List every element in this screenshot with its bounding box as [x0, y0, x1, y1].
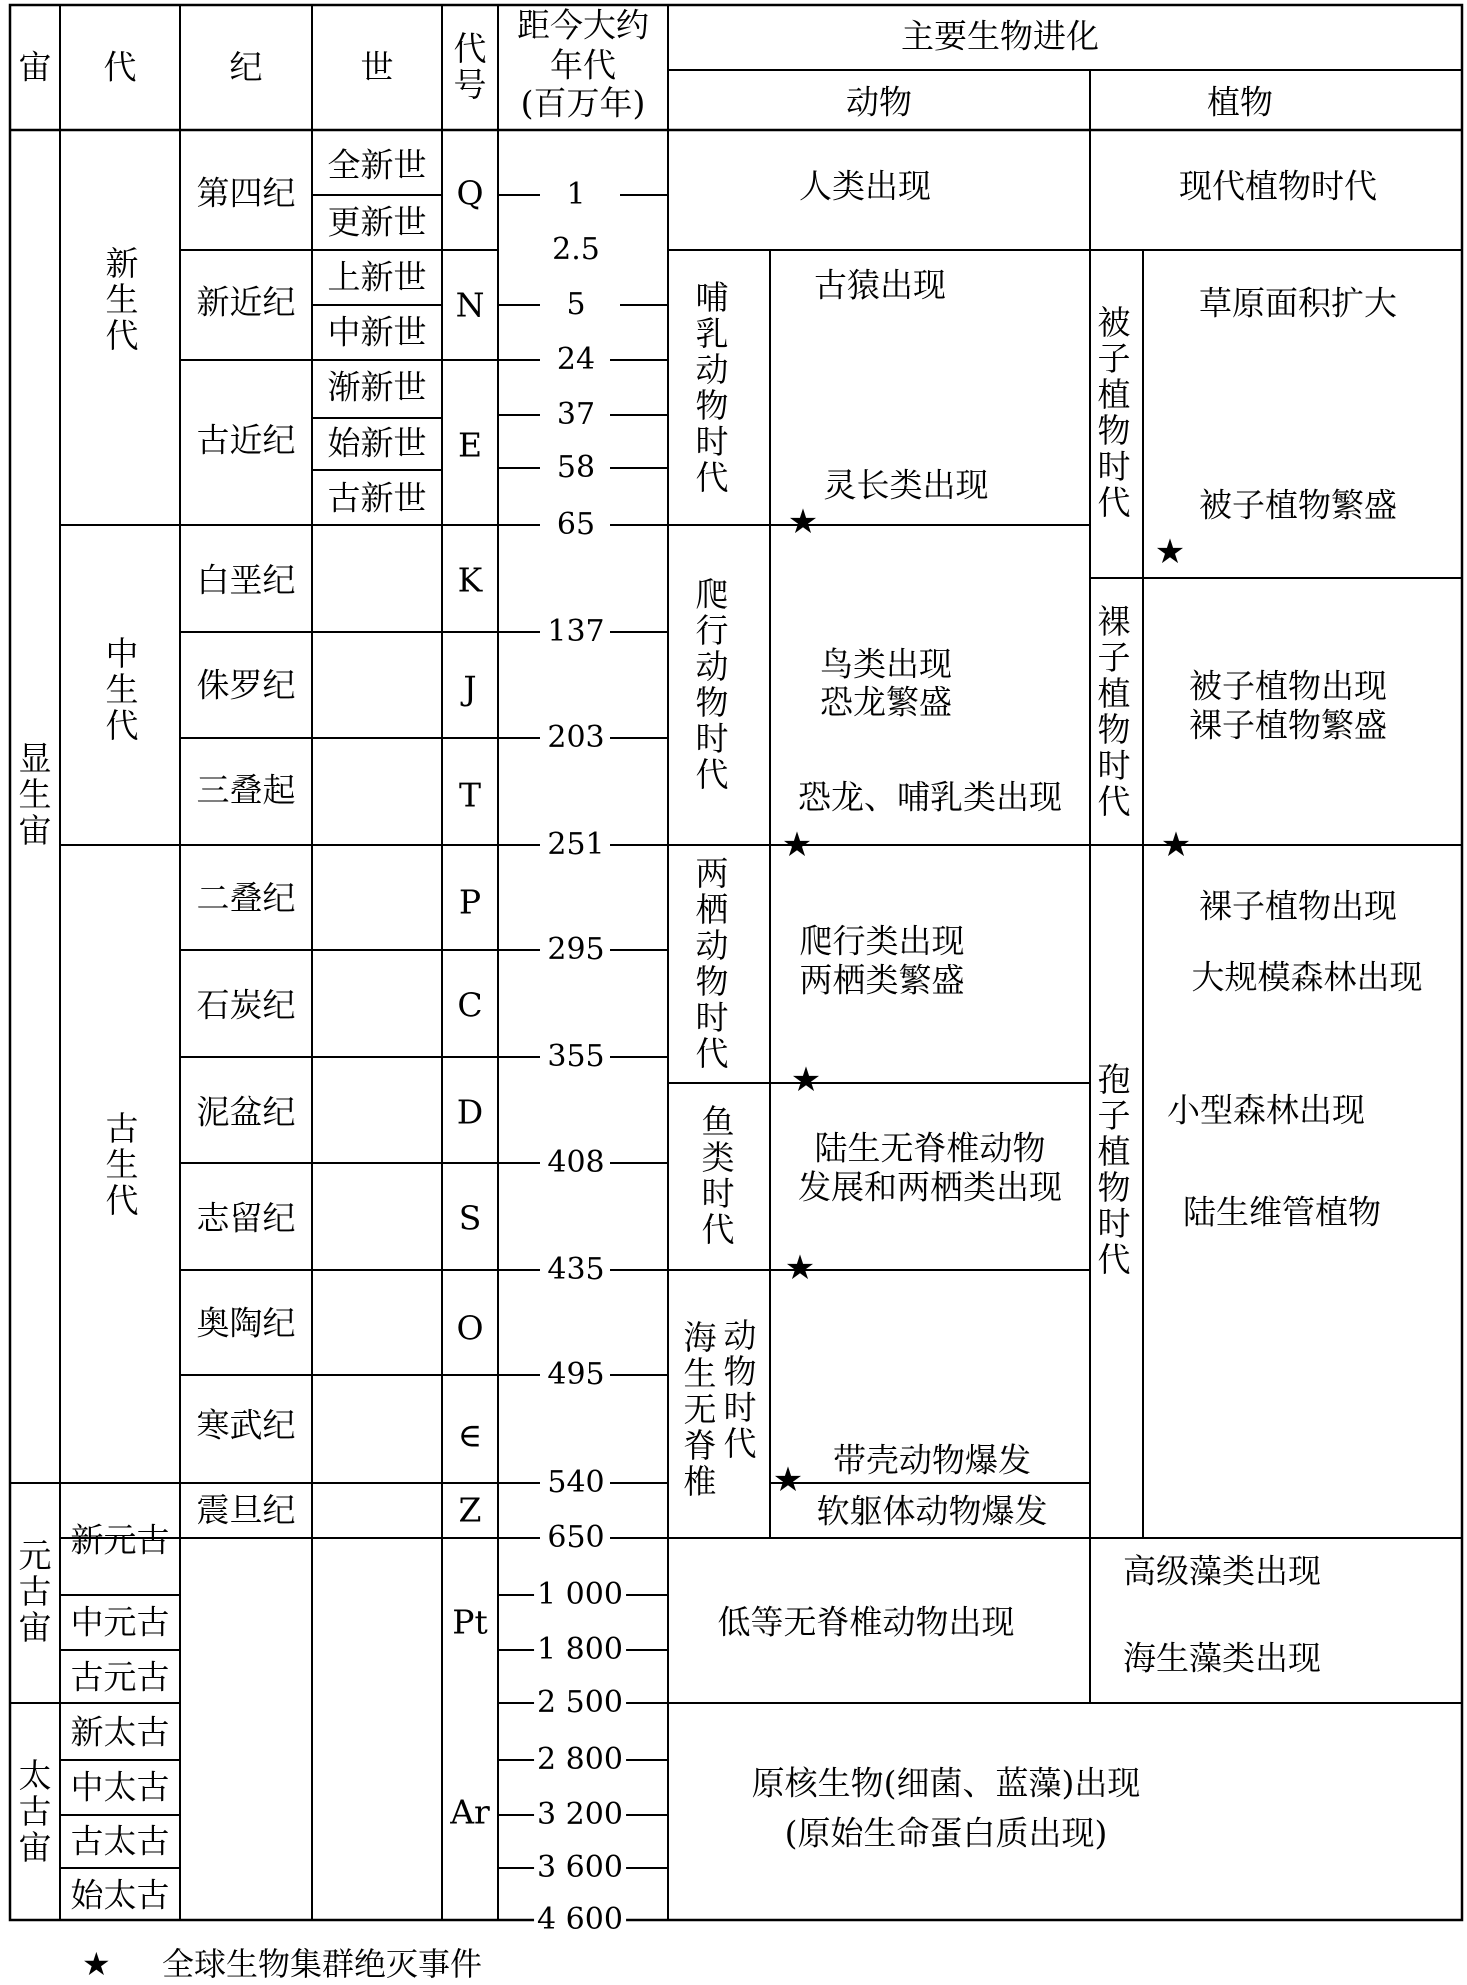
age-1800: 1 800 [534, 1635, 626, 1665]
extinction-star-icon: ★ [781, 825, 813, 865]
animal-event-land-invert-1: 陆生无脊椎动物 [814, 1128, 1046, 1168]
header-period: 纪 [229, 47, 263, 87]
animal-event-primate: 灵长类出现 [823, 465, 989, 505]
animal-age-marine-invert-b: 动物时代 [723, 1316, 757, 1463]
era-eoarchean: 始太古 [70, 1875, 170, 1915]
animal-event-reptile-appear: 爬行类出现 [799, 921, 965, 961]
animal-event-low-invert: 低等无脊椎动物出现 [717, 1602, 1015, 1642]
plant-age-spore: 孢子植物时代 [1097, 1060, 1131, 1279]
period-neogene: 新近纪 [196, 282, 296, 322]
period-triassic: 三叠起 [196, 770, 296, 810]
age-650: 650 [544, 1523, 607, 1553]
animal-event-ape: 古猿出现 [814, 265, 946, 305]
code-Z: Z [458, 1490, 482, 1530]
era-mesoarchean: 中太古 [70, 1767, 170, 1807]
age-355: 355 [544, 1042, 607, 1072]
plant-event-angio-flourish: 被子植物繁盛 [1199, 485, 1397, 525]
epoch-miocene: 中新世 [327, 312, 427, 352]
age-5: 5 [563, 290, 588, 320]
code-K: K [457, 560, 483, 600]
header-animals: 动物 [846, 82, 912, 122]
age-203: 203 [544, 723, 607, 753]
plant-event-higher-algae: 高级藻类出现 [1123, 1551, 1321, 1591]
plant-event-grassland: 草原面积扩大 [1199, 283, 1397, 323]
period-sinian: 震旦纪 [196, 1490, 296, 1530]
code-N: N [455, 285, 485, 325]
header-age-line2: 年代 [550, 45, 616, 85]
period-quaternary: 第四纪 [196, 173, 296, 213]
age-37: 37 [554, 400, 598, 430]
code-E: E [457, 425, 483, 465]
code-J: J [463, 668, 477, 708]
period-silurian: 志留纪 [196, 1198, 296, 1238]
plant-event-small-forest: 小型森林出现 [1167, 1090, 1365, 1130]
animal-age-reptile: 爬行动物时代 [695, 575, 729, 794]
extinction-star-icon: ★ [790, 1060, 822, 1100]
era-cenozoic: 新生代 [105, 244, 139, 355]
extinction-star-icon: ★ [784, 1248, 816, 1288]
code-T: T [458, 775, 482, 815]
header-evolution: 主要生物进化 [901, 16, 1099, 56]
header-era: 代 [103, 47, 137, 87]
header-epoch: 世 [360, 47, 394, 87]
age-3200: 3 200 [534, 1800, 626, 1830]
animal-age-mammal: 哺乳动物时代 [695, 278, 729, 497]
legend-text: 全球生物集群绝灭事件 [162, 1945, 483, 1983]
age-2500: 2 500 [534, 1688, 626, 1718]
age-1: 1 [563, 180, 588, 210]
era-mesoproterozoic: 中元古 [70, 1602, 170, 1642]
epoch-pleistocene: 更新世 [327, 202, 427, 242]
plant-event-marine-algae: 海生藻类出现 [1123, 1638, 1321, 1678]
age-1000: 1 000 [534, 1580, 626, 1610]
code-C: C [457, 985, 483, 1025]
header-age-line3: (百万年) [520, 83, 646, 123]
eon-proterozoic: 元古宙 [18, 1536, 52, 1647]
animal-event-mollusk: 软躯体动物爆发 [816, 1491, 1048, 1531]
animal-event-dino-mammal: 恐龙、哺乳类出现 [798, 777, 1062, 817]
era-paleozoic: 古生代 [105, 1109, 139, 1220]
era-paleoproterozoic: 古元古 [70, 1657, 170, 1697]
age-137: 137 [544, 617, 607, 647]
code-P: P [458, 882, 482, 922]
age-2-5: 2.5 [549, 235, 603, 265]
code-D: D [456, 1092, 484, 1132]
age-24: 24 [554, 345, 598, 375]
animal-event-land-invert-2: 发展和两栖类出现 [798, 1167, 1062, 1207]
extinction-star-icon: ★ [787, 502, 819, 542]
age-251: 251 [544, 830, 607, 860]
age-58: 58 [554, 453, 598, 483]
plant-age-gymnosperm: 裸子植物时代 [1097, 602, 1131, 821]
animal-age-fish: 鱼类时代 [701, 1102, 735, 1249]
extinction-star-icon: ★ [1160, 825, 1192, 865]
animal-event-shelled: 带壳动物爆发 [833, 1440, 1031, 1480]
age-408: 408 [544, 1148, 607, 1178]
era-neoarchean: 新太古 [70, 1712, 170, 1752]
epoch-paleocene: 古新世 [327, 478, 427, 518]
animal-age-marine-invert-a: 海生无脊椎 [683, 1318, 717, 1501]
period-carboniferous: 石炭纪 [196, 985, 296, 1025]
header-eon: 宙 [18, 47, 52, 87]
age-2800: 2 800 [534, 1745, 626, 1775]
code-Pt: Pt [452, 1602, 488, 1642]
animal-event-prokaryote-2: (原始生命蛋白质出现) [784, 1813, 1108, 1853]
era-paleoarchean: 古太古 [70, 1821, 170, 1861]
plant-event-modern: 现代植物时代 [1179, 166, 1377, 206]
animal-event-bird: 鸟类出现 [820, 644, 952, 684]
period-cambrian: 寒武纪 [196, 1405, 296, 1445]
plant-age-angiosperm: 被子植物时代 [1097, 303, 1131, 522]
age-540: 540 [544, 1468, 607, 1498]
plant-event-vascular: 陆生维管植物 [1183, 1192, 1381, 1232]
age-4600: 4 600 [534, 1905, 626, 1935]
animal-event-prokaryote-1: 原核生物(细菌、蓝藻)出现 [751, 1763, 1141, 1803]
period-ordovician: 奥陶纪 [196, 1303, 296, 1343]
epoch-eocene: 始新世 [327, 423, 427, 463]
animal-event-human: 人类出现 [799, 166, 931, 206]
animal-event-dino-flourish: 恐龙繁盛 [820, 682, 952, 722]
extinction-star-icon: ★ [772, 1460, 804, 1500]
epoch-holocene: 全新世 [327, 145, 427, 185]
legend-star-icon: ★ [82, 1945, 111, 1983]
eon-archean: 太古宙 [18, 1756, 52, 1867]
age-495: 495 [544, 1360, 607, 1390]
period-devonian: 泥盆纪 [196, 1092, 296, 1132]
header-plants: 植物 [1207, 82, 1273, 122]
period-jurassic: 侏罗纪 [196, 665, 296, 705]
plant-event-gymno-flourish: 裸子植物繁盛 [1189, 705, 1387, 745]
period-permian: 二叠纪 [196, 878, 296, 918]
age-65: 65 [554, 510, 598, 540]
header-age-line1: 距今大约 [517, 5, 649, 45]
code-cambrian: ∈ [457, 1415, 483, 1455]
era-mesozoic: 中生代 [105, 634, 139, 745]
epoch-oligocene: 渐新世 [327, 367, 427, 407]
plant-event-big-forest: 大规模森林出现 [1191, 957, 1423, 997]
age-3600: 3 600 [534, 1853, 626, 1883]
eon-phanerozoic: 显生宙 [18, 739, 52, 850]
plant-event-angio-appear: 被子植物出现 [1189, 666, 1387, 706]
extinction-star-icon: ★ [1154, 532, 1186, 572]
code-S: S [458, 1198, 482, 1238]
plant-event-gymno-appear: 裸子植物出现 [1199, 886, 1397, 926]
code-Ar: Ar [450, 1792, 490, 1832]
animal-age-amphibian: 两栖动物时代 [695, 854, 729, 1073]
age-295: 295 [544, 935, 607, 965]
animal-event-amphibian-flourish: 两栖类繁盛 [799, 960, 965, 1000]
code-O: O [456, 1308, 484, 1348]
period-paleogene: 古近纪 [196, 420, 296, 460]
header-code: 代号 [453, 29, 487, 104]
era-neoproterozoic: 新元古 [70, 1520, 170, 1560]
age-435: 435 [544, 1255, 607, 1285]
period-cretaceous: 白垩纪 [196, 560, 296, 600]
code-Q: Q [456, 173, 484, 213]
epoch-pliocene: 上新世 [327, 257, 427, 297]
